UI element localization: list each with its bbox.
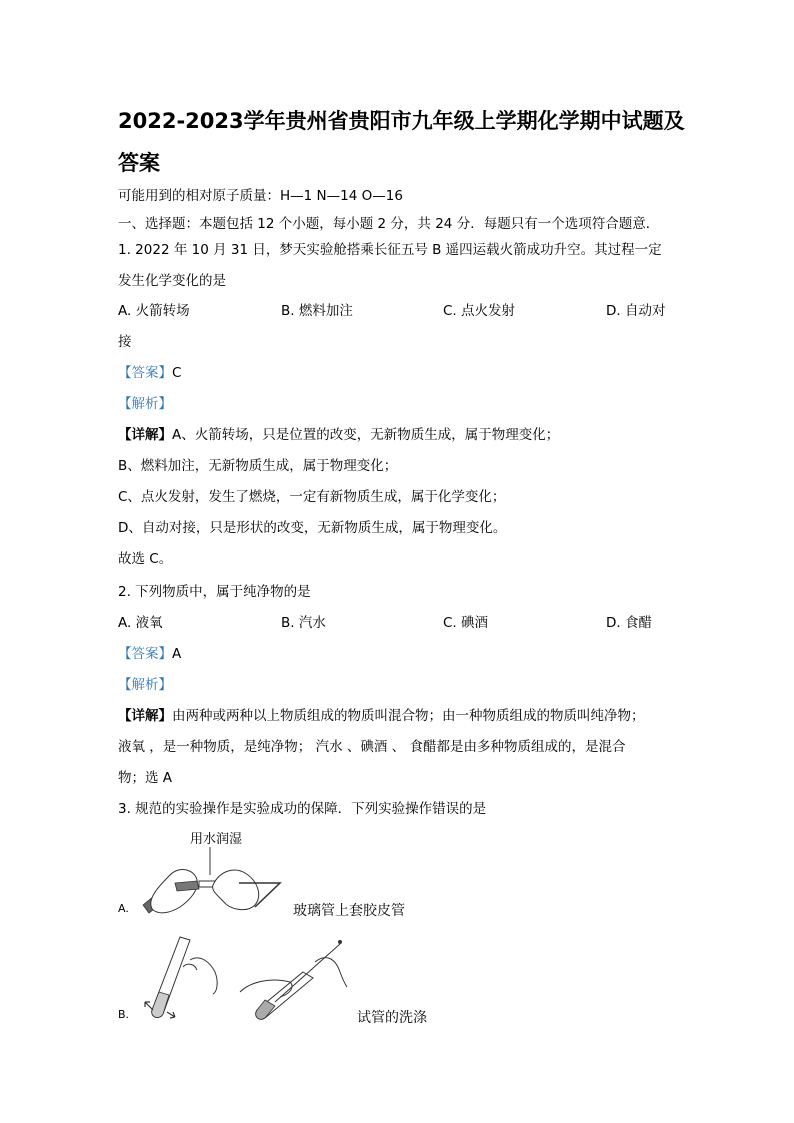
answer-tag: 【答案】 [118, 365, 172, 381]
detail-tag: 【详解】 [118, 427, 172, 443]
q3-option-a-label: A. [118, 902, 129, 915]
title-line-1: 2022-2023学年贵州省贵阳市九年级上学期化学期中试题及 [118, 109, 685, 133]
q1-detail-line-3: C、点火发射，发生了燃烧，一定有新物质生成，属于化学变化； [118, 489, 506, 505]
q3-stem: 3. 规范的实验操作是实验成功的保障．下列实验操作错误的是 [118, 801, 487, 817]
atomic-masses: 可能用到的相对原子质量：H—1 N—14 O—16 [118, 188, 403, 204]
q2-stem: 2. 下列物质中，属于纯净物的是 [118, 584, 311, 600]
q2-detail-line-1 [118, 704, 645, 724]
q1-stem-line1: 1. 2022 年 10 月 31 日，梦天实验舱搭乘长征五号 B 遥四运载火箭成功升空。其过程一定 [118, 242, 662, 258]
detail-text: A、火箭转场，只是位置的改变，无新物质生成，属于物理变化； [172, 427, 560, 443]
detail-tag: 【详解】 [118, 708, 172, 724]
q1-option-c: C. 点火发射 [443, 303, 516, 319]
answer-value: A [172, 646, 182, 662]
q1-stem-line2: 发生化学变化的是 [118, 273, 226, 289]
q1-detail-line-4: D、自动对接，只是形状的改变，无新物质生成，属于物理变化。 [118, 520, 507, 536]
section-header: 一、选择题：本题包括 12 个小题，每小题 2 分，共 24 分．每题只有一个选项符合题意． [118, 216, 660, 232]
q2-analysis-tag: 【解析】 [118, 677, 172, 693]
test-tube-brush-figure [235, 932, 355, 1022]
detail-text: 由两种或两种以上物质组成的物质叫混合物；由一种物质组成的物质叫纯净物； [172, 708, 645, 724]
q1-analysis-tag: 【解析】 [118, 396, 172, 412]
answer-tag: 【答案】 [118, 646, 172, 662]
q3-option-b-label: B. [118, 1008, 130, 1021]
q3-option-b-caption: 试管的洗涤 [357, 1010, 427, 1026]
q1-answer [118, 361, 181, 381]
q2-option-d: D. 食醋 [606, 615, 652, 631]
q1-option-b: B. 燃料加注 [281, 303, 353, 319]
figure-label-wet-with-water: 用水润湿 [190, 832, 243, 847]
q1-option-wrap: 接 [118, 334, 132, 350]
q2-detail-line-2: 液氧 ，是一种物质，是纯净物； 汽水 、碘酒 、 食醋都是由多种物质组成的，是混合 [118, 739, 626, 755]
q2-option-a: A. 液氧 [118, 615, 163, 631]
answer-value: C [172, 365, 182, 381]
q2-option-b: B. 汽水 [281, 615, 326, 631]
q1-detail-line-1 [118, 423, 559, 443]
q2-option-c: C. 碘酒 [443, 615, 489, 631]
document-title [118, 100, 688, 184]
test-tube-shaking-figure [135, 932, 225, 1022]
q2-detail-line-3: 物；选 A [118, 770, 173, 786]
q1-conclusion: 故选 C。 [118, 551, 173, 567]
title-line-2: 答案 [118, 151, 160, 175]
q2-answer [118, 642, 181, 662]
q1-detail-line-2: B、燃料加注，无新物质生成，属于物理变化； [118, 458, 398, 474]
q1-option-d: D. 自动对 [606, 303, 666, 319]
glass-tube-rubber-hose-figure [135, 845, 285, 915]
q3-option-a-caption: 玻璃管上套胶皮管 [293, 903, 405, 919]
q1-option-a: A. 火箭转场 [118, 303, 190, 319]
